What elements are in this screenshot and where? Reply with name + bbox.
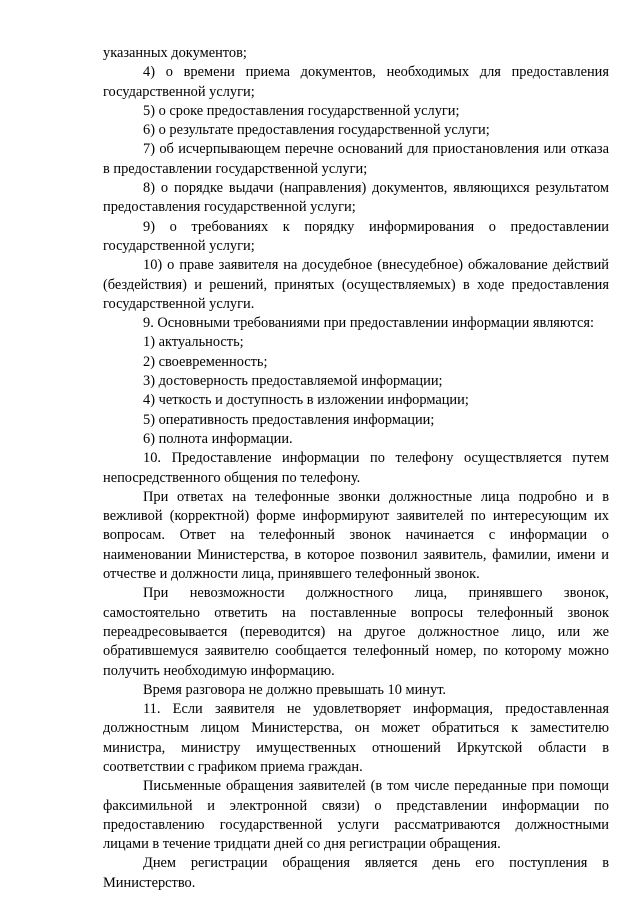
paragraph-19: 11. Если заявителя не удовлетворяет информация, предоставленная должностным лицом Министерства, он может обратиться к заместителю министра, министру имущественных отношений Иркутской области в соответствии с графиком приема граждан. <box>103 701 609 775</box>
paragraph-8: 9. Основными требованиями при предоставлении информации являются: <box>143 315 594 332</box>
paragraph-4: 7) об исчерпывающем перечне оснований для приостановления или отказа в предоставлении государственной услуги; <box>103 141 609 177</box>
paragraph-7: 10) о праве заявителя на досудебное (внесудебное) обжалование действий (бездействия) и решений, принятых (осуществляемых) в ходе предоставления государственной услуги. <box>103 257 609 312</box>
paragraph-5: 8) о порядке выдачи (направления) документов, являющихся результатом предоставления государственной услуги; <box>103 180 609 216</box>
paragraph-3: 6) о результате предоставления государственной услуги; <box>143 122 490 139</box>
paragraph-12: 4) четкость и доступность в изложении информации; <box>143 392 469 409</box>
paragraph-20: Письменные обращения заявителей (в том числе переданные при помощи факсимильной и электронной связи) о представлении информации по предоставлению государственной услуги рассматриваются должностными лицами в течение тридцати дней со дня регистрации обращения. <box>103 778 609 853</box>
paragraph-18: Время разговора не должно превышать 10 минут. <box>143 681 447 698</box>
paragraph-2: 5) о сроке предоставления государственной услуги; <box>143 102 460 119</box>
paragraph-0: указанных документов; <box>103 45 247 61</box>
document-page <box>103 44 609 893</box>
paragraph-10: 2) своевременность; <box>143 353 268 370</box>
paragraph-6: 9) о требованиях к порядку информирования о предоставлении государственной услуги; <box>103 218 609 254</box>
paragraph-13: 5) оперативность предоставления информации; <box>143 411 435 428</box>
paragraph-11: 3) достоверность предоставляемой информации; <box>143 373 443 390</box>
paragraph-17: При невозможности должностного лица, принявшего звонок, самостоятельно ответить на поставленные вопросы телефонный звонок переадресовывается (переводится) на другое должностное лицо, или же обратившемуся заявителю сообщается телефонный номер, по которому можно получить необходимую информацию. <box>103 585 609 679</box>
paragraph-9: 1) актуальность; <box>143 334 244 351</box>
paragraph-21: Днем регистрации обращения является день его поступления в Министерство. <box>103 855 609 891</box>
paragraph-1: 4) о времени приема документов, необходимых для предоставления государственной услуги; <box>103 64 609 100</box>
paragraph-16: При ответах на телефонные звонки должностные лица подробно и в вежливой (корректной) форме информируют заявителей по интересующим их вопросам. Ответ на телефонный звонок начинается с информации о наименовании Министерства, в которое позвонил заявитель, фамилии, имени и отчестве и должности лица, принявшего телефонный звонок. <box>103 488 609 583</box>
paragraph-15: 10. Предоставление информации по телефону осуществляется путем непосредственного общения по телефону. <box>103 450 609 486</box>
paragraph-14: 6) полнота информации. <box>143 430 293 447</box>
